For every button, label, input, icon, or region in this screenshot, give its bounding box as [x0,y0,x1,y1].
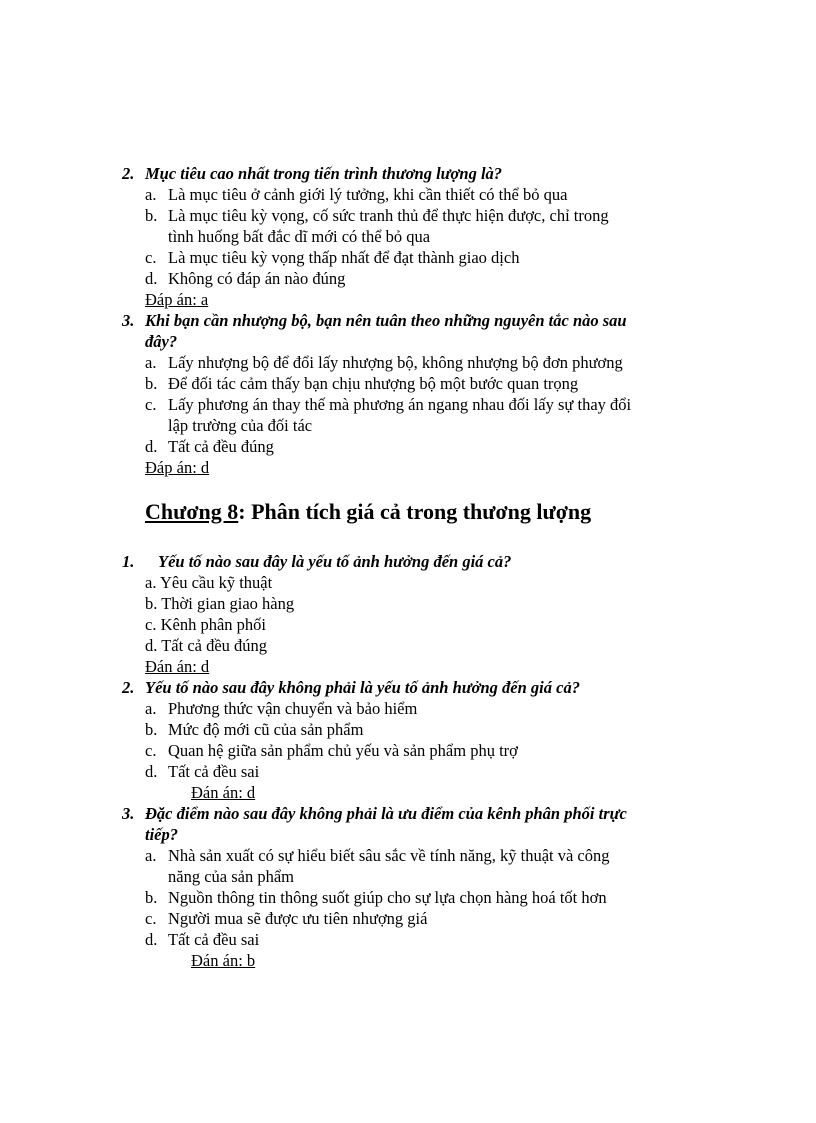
option-letter: d. [145,269,158,288]
question-2-prev [122,163,712,184]
option-text-continued: năng của sản phẩm [168,867,294,886]
question-number: 3. [122,311,135,330]
option-b [145,205,705,247]
option-text: Nguồn thông tin thông suốt giúp cho sự lựa chọn hàng hoá tốt hơn [168,888,607,907]
question-text: Khi bạn cần nhượng bộ, bạn nên tuân theo những nguyên tắc nào sau [145,311,627,330]
question-text: Yếu tố nào sau đây không phải là yếu tố ảnh hưởng đến giá cả? [145,678,580,697]
option-c [145,394,705,436]
option-text: Không có đáp án nào đúng [168,269,346,288]
option-b [145,373,705,394]
option-c [145,614,705,635]
option-letter: b. [145,720,158,739]
option-letter: c. [145,909,157,928]
question-number: 2. [122,164,135,183]
option-letter: b. [145,888,158,907]
answer-line: Đán án: b [191,951,256,970]
option-letter: c. [145,395,157,414]
answer-line: Đáp án: a [145,290,209,309]
option-d [145,929,705,950]
option-letter: a. [145,353,157,372]
question-text-continued: tiếp? [145,825,178,844]
option-text: Phương thức vận chuyển và bảo hiểm [168,699,418,718]
option-text: a. Yêu cầu kỹ thuật [145,573,273,592]
option-b [145,719,705,740]
option-letter: d. [145,437,158,456]
option-a [145,572,705,593]
option-c [145,740,705,761]
question-text: Đặc điểm nào sau đây không phải là ưu điểm của kênh phân phối trực [145,804,627,823]
option-c [145,247,705,268]
option-text-continued: tình huống bất đắc dĩ mới có thể bỏ qua [168,227,431,246]
option-letter: b. [145,374,158,393]
chapter8-question-2 [122,677,712,698]
option-letter: c. [145,248,157,267]
question-text-continued: đây? [145,332,178,351]
chapter-heading [145,498,591,526]
option-letter: a. [145,185,157,204]
option-text: Nhà sản xuất có sự hiểu biết sâu sắc về tính năng, kỹ thuật và công [168,846,610,865]
option-a [145,184,705,205]
option-text: Tất cả đều đúng [168,437,274,456]
chapter8-question-1 [122,551,712,572]
question-3-prev [122,310,712,352]
option-b [145,593,705,614]
option-text: Tất cả đều sai [168,930,260,949]
option-d [145,436,705,457]
option-a [145,845,705,887]
option-text: Tất cả đều sai [168,762,260,781]
option-text: Là mục tiêu ở cảnh giới lý tưởng, khi cần thiết có thể bỏ qua [168,185,568,204]
answer-line: Đán án: d [191,783,256,802]
option-b [145,887,705,908]
option-d [145,635,705,656]
option-text: Là mục tiêu kỳ vọng thấp nhất để đạt thành giao dịch [168,248,520,267]
chapter-label: Chương 8 [145,499,239,524]
chapter-title: : Phân tích giá cả trong thương lượng [238,499,592,524]
option-text: b. Thời gian giao hàng [145,594,295,613]
option-text: Quan hệ giữa sản phẩm chủ yếu và sản phẩm phụ trợ [168,741,518,760]
answer-line: Đán án: d [145,657,210,676]
question-number: 1. [122,552,135,571]
option-letter: c. [145,741,157,760]
option-text-continued: lập trường của đối tác [168,416,313,435]
option-text: Lấy nhượng bộ để đổi lấy nhượng bộ, không nhượng bộ đơn phương [168,353,623,372]
option-d [145,268,705,289]
option-text: c. Kênh phân phối [145,615,266,634]
question-number: 3. [122,804,135,823]
option-text: d. Tất cả đều đúng [145,636,268,655]
option-letter: b. [145,206,158,225]
option-text: Là mục tiêu kỳ vọng, cố sức tranh thủ để thực hiện được, chỉ trong [168,206,609,225]
option-c [145,908,705,929]
option-text: Mức độ mới cũ của sản phẩm [168,720,364,739]
option-letter: d. [145,762,158,781]
question-number: 2. [122,678,135,697]
chapter8-question-3 [122,803,712,845]
option-text: Người mua sẽ được ưu tiên nhượng giá [168,909,428,928]
option-text: Để đối tác cảm thấy bạn chịu nhượng bộ một bước quan trọng [168,374,579,393]
option-text: Lấy phương án thay thế mà phương án ngang nhau đối lấy sự thay đổi [168,395,632,414]
option-letter: a. [145,846,157,865]
option-letter: a. [145,699,157,718]
option-a [145,698,705,719]
option-d [145,761,705,782]
option-letter: d. [145,930,158,949]
question-text: Mục tiêu cao nhất trong tiến trình thương lượng là? [145,164,503,183]
option-a [145,352,705,373]
answer-line: Đáp án: d [145,458,210,477]
question-text: Yếu tố nào sau đây là yếu tố ảnh hưởng đến giá cả? [158,552,512,571]
